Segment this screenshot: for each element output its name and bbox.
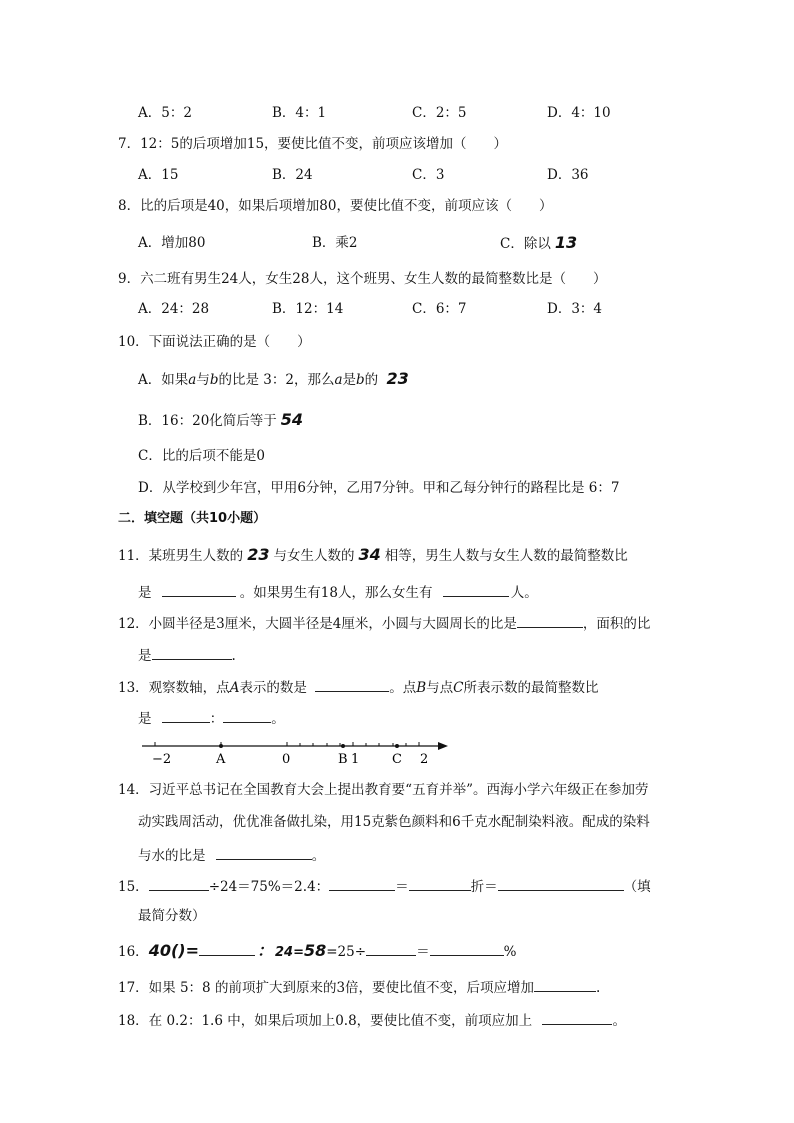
q15-line1	[118, 876, 651, 896]
q11-text: 人。	[510, 585, 538, 601]
q10-option-a[interactable]	[138, 370, 409, 389]
q6-option-a[interactable]: A．5：2	[138, 105, 192, 121]
q9-stem: 9．六二班有男生24人，女生28人，这个班男、女生人数的最简整数比是（ ）	[118, 271, 607, 287]
number-line-arrow	[438, 742, 448, 750]
q10-b-text: B．16：20化简后等于	[138, 413, 277, 429]
q13-text: ：	[209, 711, 224, 727]
axis-label-2: 2	[420, 752, 429, 767]
q11-line2	[138, 582, 538, 602]
q10-a-text: 是	[342, 372, 357, 388]
fraction-40-over-blank: 40()	[148, 941, 186, 960]
q11-line1	[118, 546, 628, 565]
axis-label-0: 0	[282, 752, 291, 767]
section-heading: 二．填空题（共10小题）	[118, 511, 267, 526]
q10-stem: 10．下面说法正确的是（ ）	[118, 334, 311, 350]
q10-a-text: 的	[364, 372, 379, 388]
q12-line1	[118, 613, 650, 633]
q18-text: 18．在 0.2：1.6 中，如果后项加上0.8，要使比值不变，前项应加上	[118, 1013, 533, 1029]
q13-text: 。点	[389, 680, 417, 696]
var-b: b	[356, 372, 365, 388]
answer-blank[interactable]	[216, 845, 312, 860]
answer-blank[interactable]	[315, 677, 389, 692]
q12-text: ，面积的比	[582, 616, 651, 632]
q17-text: .	[596, 980, 601, 996]
q9-option-a[interactable]: A．24：28	[138, 301, 210, 317]
answer-blank[interactable]	[409, 876, 471, 891]
answer-blank[interactable]	[534, 977, 596, 992]
q14-text: 与水的比是	[138, 848, 206, 864]
q13-line2	[138, 708, 285, 728]
q9-option-c[interactable]: C．6：7	[412, 301, 467, 317]
point-a-dot	[219, 744, 223, 748]
q9-option-b[interactable]: B．12：14	[272, 301, 344, 317]
point-c-var: C	[453, 680, 464, 696]
fraction-five-eighths: 58	[303, 941, 327, 960]
var-a: a	[334, 372, 343, 388]
q7-option-c[interactable]: C．3	[412, 167, 445, 183]
answer-blank[interactable]	[149, 876, 209, 891]
point-b-dot	[341, 744, 345, 748]
q14-line3	[138, 845, 325, 865]
answer-blank[interactable]	[542, 1010, 612, 1025]
answer-blank[interactable]	[430, 941, 504, 956]
q13-text: 是	[138, 711, 152, 727]
q15-text: ÷24＝75%＝2.4：	[208, 879, 330, 895]
q8-option-b[interactable]: B．乘2	[312, 235, 358, 251]
q7-option-d[interactable]: D．36	[547, 167, 589, 183]
fraction-three-fourths: 34	[358, 545, 381, 564]
fraction-two-thirds: 23	[247, 545, 270, 564]
q16-text: %	[503, 944, 517, 960]
answer-blank[interactable]	[223, 708, 271, 723]
fraction-one-third: 13	[554, 233, 578, 252]
answer-blank[interactable]	[498, 876, 624, 891]
q8-option-a[interactable]: A．增加80	[138, 235, 206, 251]
q12-text: 12．小圆半径是3厘米，大圆半径是4厘米，小圆与大圆周长的比是	[118, 616, 517, 632]
answer-blank[interactable]	[162, 708, 210, 723]
answer-blank[interactable]	[162, 582, 236, 597]
answer-blank[interactable]	[152, 645, 232, 660]
q6-option-b[interactable]: B．4：1	[272, 105, 327, 121]
q12-line2	[138, 645, 236, 665]
q13-text: 与点	[426, 680, 454, 696]
q9-option-d[interactable]: D．3：4	[547, 301, 603, 317]
q11-text: 与女生人数的	[273, 548, 355, 564]
q15-text: 15．	[118, 879, 149, 895]
point-b-var: B	[416, 680, 427, 696]
q13-text: 。	[271, 711, 285, 727]
q15-text: 折＝	[470, 879, 498, 895]
q10-option-d[interactable]: D．从学校到少年宫，甲用6分钟，乙用7分钟。甲和乙每分钟行的路程比是 6：7	[138, 480, 620, 496]
fraction-five-fourths: 54	[280, 410, 304, 429]
q7-stem: 7．12：5的后项增加15，要使比值不变，前项应该增加（ ）	[118, 136, 508, 152]
q13-text: 表示的数是	[239, 680, 307, 696]
q18-text: 。	[612, 1013, 626, 1029]
q8-stem: 8．比的后项是40，如果后项增加80，要使比值不变，前项应该（ ）	[118, 198, 553, 214]
answer-blank[interactable]	[517, 613, 583, 628]
q16-text: 16．	[118, 944, 149, 960]
axis-label-neg2: −2	[152, 752, 172, 767]
q10-a-text: 的比是 3：2，那么	[218, 372, 335, 388]
q14-line1: 14．习近平总书记在全国教育大会上提出教育要“五育并举”。西海小学六年级正在参加劳	[118, 782, 649, 798]
equals-sign: =	[185, 941, 199, 960]
q13-text: 所表示数的最简整数比	[463, 680, 599, 696]
q17-text: 17．如果 5：8 的前项扩大到原来的3倍，要使比值不变，后项应增加	[118, 980, 535, 996]
axis-label-b: B	[338, 752, 348, 767]
q13-text: 13．观察数轴，点	[118, 680, 230, 696]
axis-label-c: C	[392, 752, 402, 767]
q17-line	[118, 977, 600, 997]
q16-text: ＝	[416, 944, 430, 960]
answer-blank[interactable]	[199, 941, 255, 956]
fraction-two-thirds: 23	[386, 369, 409, 388]
q10-option-c[interactable]: C．比的后项不能是0	[138, 448, 265, 464]
q18-line	[118, 1010, 626, 1030]
q12-text: 是	[138, 648, 152, 664]
q8-option-c-label: C．除以	[500, 236, 551, 252]
q11-text: 。如果男生有18人，那么女生有	[239, 585, 433, 601]
q11-text: 相等，男生人数与女生人数的最简整数比	[384, 548, 628, 564]
point-a-var: A	[229, 680, 240, 696]
colon: ：	[256, 941, 273, 960]
q15-text: ＝	[395, 879, 409, 895]
q15-line2: 最简分数）	[138, 908, 206, 924]
answer-blank[interactable]	[443, 582, 509, 597]
q7-option-b[interactable]: B．24	[272, 167, 313, 183]
axis-label-a: A	[216, 752, 226, 767]
answer-blank[interactable]	[366, 941, 416, 956]
answer-blank[interactable]	[329, 876, 395, 891]
q7-option-a[interactable]: A．15	[138, 167, 179, 183]
q16-text: 24=	[275, 945, 304, 960]
point-c-dot	[395, 744, 399, 748]
q14-line2: 动实践周活动，优优准备做扎染，用15克紫色颜料和6千克水配制染料液。配成的染料	[138, 814, 650, 830]
q16-text: =25÷	[326, 944, 367, 960]
q11-text: 11．某班男生人数的	[118, 548, 244, 564]
q15-text: （填	[623, 879, 651, 895]
var-a: a	[188, 372, 197, 388]
number-line	[140, 732, 460, 768]
var-b: b	[209, 372, 219, 388]
q10-option-b[interactable]	[138, 411, 303, 430]
q6-option-d[interactable]: D．4：10	[547, 105, 611, 121]
q10-a-text: A．如果	[138, 372, 189, 388]
q12-text: .	[231, 648, 236, 664]
q10-a-text: 与	[196, 372, 210, 388]
q6-option-c[interactable]: C．2：5	[412, 105, 467, 121]
axis-label-1: 1	[351, 752, 360, 767]
q11-text: 是	[138, 585, 152, 601]
q16-line	[118, 941, 516, 962]
q14-text: 。	[311, 848, 326, 864]
q13-line1	[118, 677, 599, 697]
q8-option-c[interactable]	[500, 234, 577, 253]
